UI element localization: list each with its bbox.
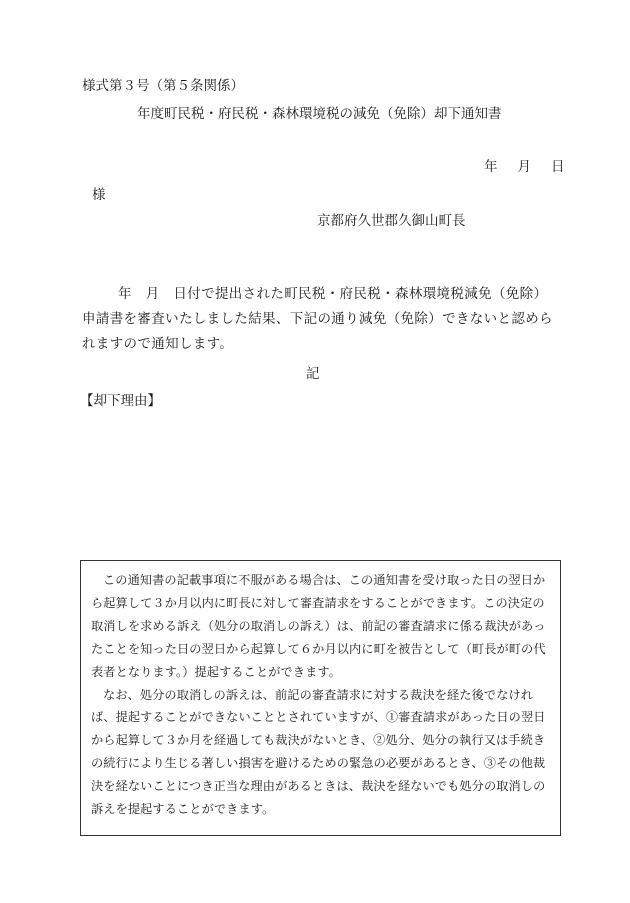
appeal-notice-paragraph-2: なお、処分の取消しの訴えは、前記の審査請求に対する裁決を経た後でなければ、提起することができないこととされていますが、①審査請求があった日の翌日から起算して３か月を経過しても裁決がないとき、②処分、処分の執行又は手続きの続行により生じる著しい損害を避けるための緊急の必要があるとき、③その他裁決を経ないことにつき正当な理由があるときは、裁決を経ないでも処分の取消しの訴えを提起することができます。 — [91, 687, 546, 817]
date-year-label: 年 — [484, 159, 498, 175]
rejection-reason-heading: 【却下理由】 — [80, 393, 161, 409]
addressee-honorific: 様 — [92, 187, 106, 203]
record-mark: 記 — [306, 366, 320, 382]
date-day-label: 日 — [551, 159, 565, 175]
date-line — [484, 155, 565, 175]
appeal-notice-box — [80, 560, 561, 836]
appeal-notice-paragraph-1: この通知書の記載事項に不服がある場合は、この通知書を受け取った日の翌日から起算して３か月以内に町長に対して審査請求をすることができます。この決定の取消しを求める訴え（処分の取消しの訴え）は、前記の審査請求に係る裁決があったことを知った日の翌日から起算して６か月以内に町を被告として（町長が町の代表者となります。）提起することができます。 — [91, 573, 546, 679]
issuer-name: 京都府久世郡久御山町長 — [317, 213, 466, 229]
document-title: 年度町民税・府民税・森林環境税の減免（免除）却下通知書 — [137, 106, 502, 122]
form-number-label: 様式第３号（第５条関係） — [82, 78, 244, 94]
date-month-label: 月 — [517, 159, 531, 175]
notification-body: 年 月 日付で提出された町民税・府民税・森林環境税減免（免除）申請書を審査いたしました結果、下記の通り減免（免除）できないと認められますので通知します。 — [82, 286, 553, 352]
